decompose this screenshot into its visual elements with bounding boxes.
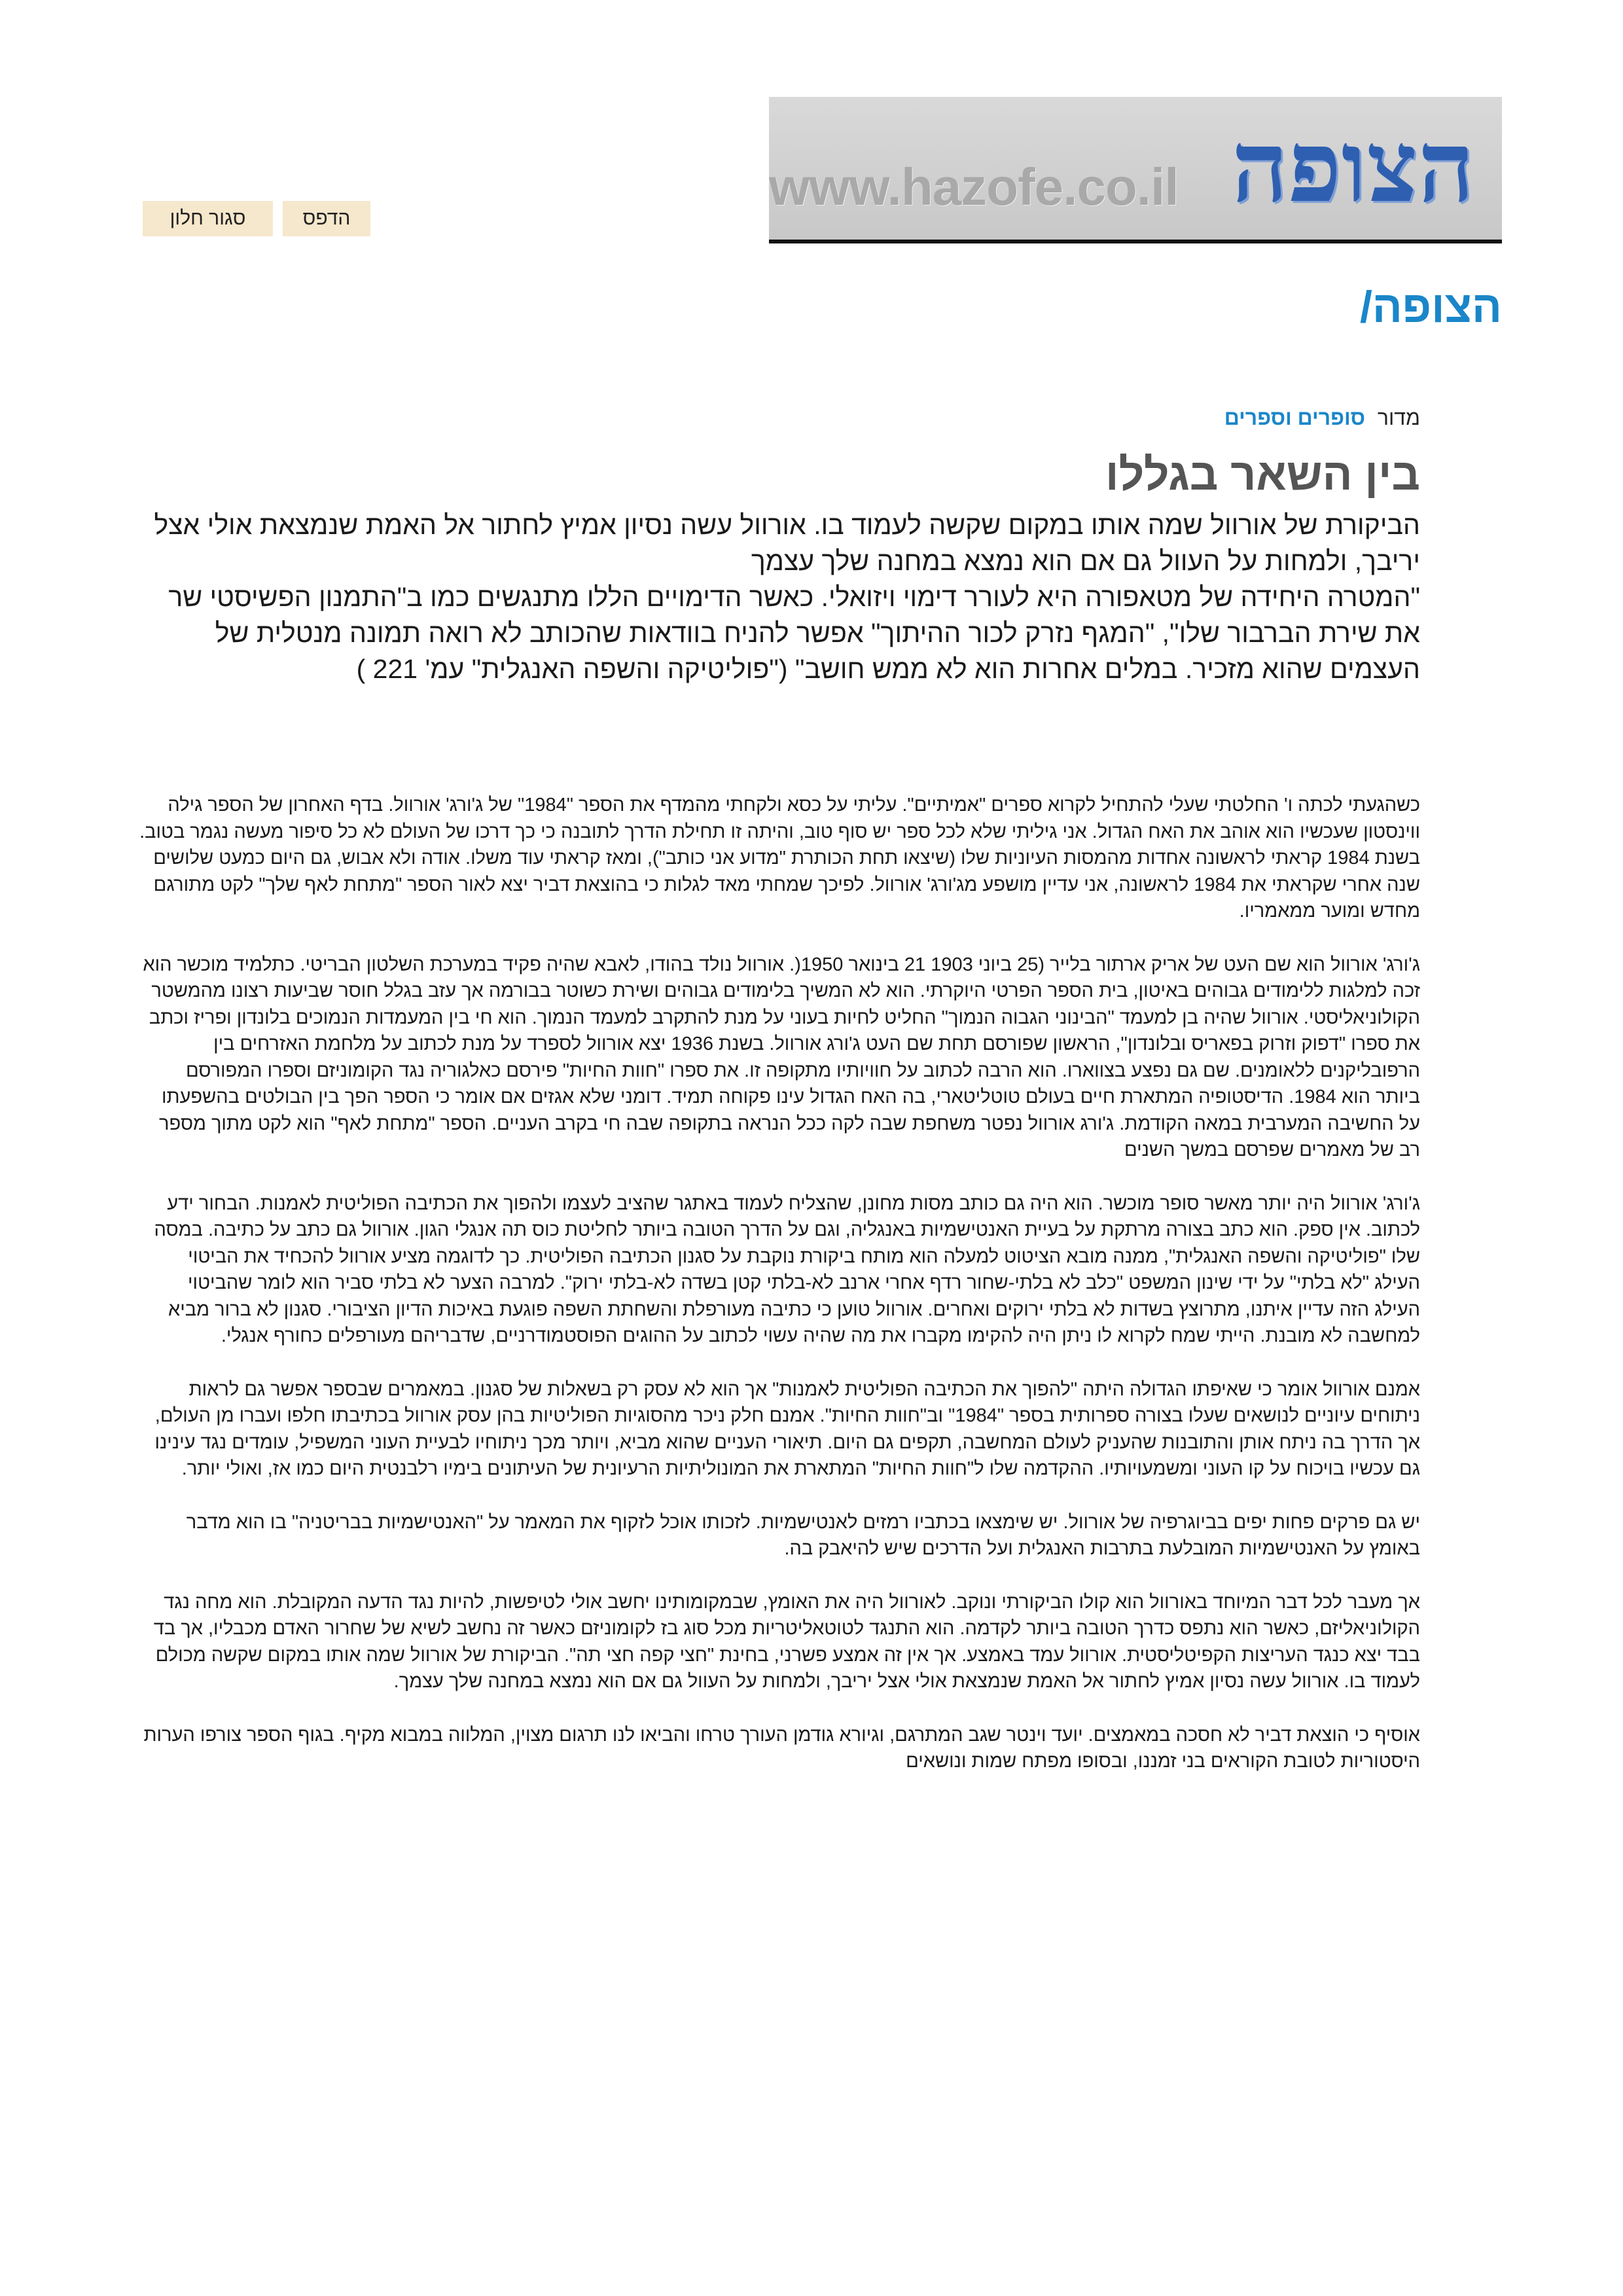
body-paragraph: אוסיף כי הוצאת דביר לא חסכה במאמצים. יועד וינטר שגב המתרגם, וגיורא גודמן העורך טרחו והביאו לנו תרגום מצוין, המלווה במבוא מקיף. בגוף הספר צורפו הערות היסטוריות לטובת הקוראים בני זמננו, ובסופו מפתח שמות ונושאים: [143, 1724, 1420, 1772]
body-paragraph: אמנם אורוול אומר כי שאיפתו הגדולה היתה "להפוך את הכתיבה הפוליטית לאמנות" אך הוא לא עסק רק בשאלות של סגנון. במאמרים שבספר אפשר גם לראות ניתוחים עיוניים לנושאים שעלו בצורה ספרותית בספר "1984" וב"חוות החיות". אמנם חלק ניכר מהסוגיות הפוליטיות בהן עסק אורוול בכתיבתו חלפו ועברו מן העולם, אך הדרך בה ניתח אותן והתובנות שהעניק לעולם המחשבה, תקפים גם היום. תיאורי העניים שהוא מביא, ויותר מכך ניתוחיו לבעיית העוני המשפיל, עומדים נגד עינינו גם עכשיו בויכוח על קו העוני ומשמעויותיו. ההקדמה שלו ל"חוות החיות" המתארת את המונוליתיות הרעיונית של העיתונים בימיו רלבנטית היום כמו אז, ואולי יותר.: [154, 1378, 1420, 1479]
close-window-button[interactable]: סגור חלון: [143, 201, 273, 236]
lead-paragraph: הביקורת של אורוול שמה אותו במקום שקשה לעמוד בו. אורוול עשה נסיון אמיץ לחתור אל האמת שנמצאת אולי אצל יריבך, ולמחות על העוול גם אם הוא נמצא במחנה שלך עצמך: [154, 510, 1420, 576]
section-prefix: מדור: [1377, 406, 1420, 429]
site-logo: הצופה: [1231, 109, 1474, 224]
site-title[interactable]: הצופה/: [1359, 282, 1502, 332]
section-link[interactable]: סופרים וספרים: [1224, 406, 1365, 429]
article-body: [137, 792, 1420, 1802]
article-title: בין השאר בגללו: [1105, 450, 1420, 499]
body-paragraph: ג'ורג' אורוול היה יותר מאשר סופר מוכשר. הוא היה גם כותב מסות מחונן, שהצליח לעמוד באתגר שהציב לעצמו ולהפוך את הכתיבה הפוליטית לאמנות. הבחור ידע לכתוב. אין ספק. הוא כתב בצורה מרתקת על בעיית האנטישמיות באנגליה, וגם על הדרך הטובה ביותר לחליטת כוס תה אנגלי הגון. אורוול גם כתב על כתיבה. במסה שלו "פוליטיקה והשפה האנגלית", ממנה מובא הציטוט למעלה הוא מותח ביקורת נוקבת על סגנון הכתיבה הפוליטית. כך לדוגמה מציע אורוול להכחיד את הביטוי העילג "לא בלתי" על ידי שינון המשפט "כלב לא בלתי-שחור רדף אחרי ארנב לא-בלתי קטן בשדה לא-בלתי ירוק". למרבה הצער לא בלתי סביר הוא לומר שהביטוי העילג הזה עדיין איתנו, מתרוצץ בשדות לא בלתי ירוקים ואחרים. אורוול טוען כי כתיבה מעורפלת והשחתת השפה פוגעת באיכות הדיון הציבורי. סגנון לא ברור מביא למחשבה לא מובנת. הייתי שמח לקרוא לו ניתן היה להקימו מקברו את מה שהיה עשוי לכתוב על ההוגים הפוסטמודרניים, שדבריהם מעורפלים כחורף אנגלי.: [154, 1193, 1420, 1346]
lead-quote: "המטרה היחידה של מטאפורה היא לעורר דימוי ויזואלי. כאשר הדימויים הללו מתנגשים כמו ב"התמנון הפשיסטי שר את שירת הברבור שלו", "המגף נזרק לכור ההיתוך" אפשר להניח בוודאות שהכותב לא רואה תמונה מנטלית של העצמים שהוא מזכיר. במלים אחרות הוא לא ממש חושב" ("פוליטיקה והשפה האנגלית" עמ' 221 ): [168, 582, 1420, 684]
print-button[interactable]: הדפס: [283, 201, 370, 236]
body-paragraph: ג'ורג' אורוול הוא שם העט של אריק ארתור בלייר (25 ביוני 1903 21 בינואר 1950(. אורוול נולד בהודו, לאבא שהיה פקיד במערכת השלטון הבריטי. כתלמיד מוכשר הוא זכה למלגות ללימודים גבוהים באיטון, בית הספר הפרטי היוקרתי. הוא לא המשיך בלימודים גבוהים ושירת כשוטר בבורמה אך עזב בגלל חוסר שביעות רצונו מהמשטר הקולוניאליסטי. אורוול שהיה בן למעמד "הבינוני הגבוה הנמוך" החליט לחיות בעוני על מנת להתקרב למעמד הנמוך. הוא חי בין המעמדות הנמוכים בלונדון ופריז וכתב את ספרו "דפוק וזרוק בפאריס ובלונדון", הראשון שפורסם תחת שם העט ג'ורג אורוול. בשנת 1936 יצא אורוול לספרד על מנת לכתוב על מלחמת האזרחים בין הרפובליקנים ללאומנים. שם גם נפצע בצווארו. הוא הרבה לכתוב על חוויותיו מתקופה זו. את ספרו "חוות החיות" פירסם כאלגוריה נגד הקומוניזם וספרו המפורסם ביותר הוא 1984. הדיסטופיה המתארת חיים בעולם טוטליטארי, בה האח הגדול עינו פקוחה תמיד. דומני שלא אגזים אם אומר כי הספר הפך בין הבולטים בהשפעתו על החשיבה המערבית במאה הקודמת. ג'ורג אורוול נפטר משחפת שבה לקה ככל הנראה בתקופה שבה חי בקרב העניים. הספר "מתחת לאף" הוא לקט מתוך מספר רב של מאמרים שפרסם במשך השנים: [143, 954, 1420, 1160]
body-paragraph: כשהגעתי לכתה ו' החלטתי שעלי להתחיל לקרוא ספרים "אמיתיים". עליתי על כסא ולקחתי מהמדף את הספר "1984" של ג'ורג' אורוול. בדף האחרון של הספר גילה ווינסטון שעכשיו הוא אוהב את האח הגדול. אני גיליתי שלא לכל ספר יש סוף טוב, והיתה זו תחילת הדרך לתובנה כי כך דרכו של העולם לא כל סיפור מעשה נגמר בטוב. בשנת 1984 קראתי לראשונה אחדות מהמסות העיוניות שלו (שיצאו תחת הכותרת "מדוע אני כותב"), ומאז קראתי עוד משלו. אודה ולא אבוש, גם היום כמעט שלושים שנה אחרי שקראתי את 1984 לראשונה, אני עדיין מושפע מג'ורג' אורוול. לפיכך שמחתי מאד לגלות כי בהוצאת דביר יצא לאור הספר "מתחת לאף שלך" לקט מתורגם מחדש ומוער ממאמריו.: [139, 795, 1420, 922]
article-lead: [137, 507, 1420, 687]
site-url: www.hazofe.co.il: [769, 158, 1179, 216]
body-paragraph: אך מעבר לכל דבר המיוחד באורוול הוא קולו הביקורתי ונוקב. לאורוול היה את האומץ, שבמקומותינו יחשב אולי לטיפשות, להיות נגד הדעה המקובלת. הוא מחה נגד הקולוניאליזם, כאשר הוא נתפס כדרך הטובה ביותר לקדמה. הוא התנגד לטוטאליטריות מכל סוג בז לקומוניזם כאשר זה נחשב לשיא של שחרור האדם מכבליו, אך בד בבד יצא כנגד העריצות הקפיטליסטית. אורוול עמד באמצע. אך אין זה אמצע פשרני, בחינת "חצי קפה חצי תה". הביקורת של אורוול שמה אותו במקום שקשה מכולם לעמוד בו. אורוול עשה נסיון אמיץ לחתור אל האמת שנמצאת אולי אצל יריבך, ולמחות על העוול גם אם הוא נמצא במחנה שלך עצמך.: [153, 1591, 1420, 1692]
section-line: [1224, 406, 1420, 430]
body-paragraph: יש גם פרקים פחות יפים בביוגרפיה של אורוול. יש שימצאו בכתביו רמזים לאנטישמיות. לזכותו אוכל לזקוף את המאמר על "האנטישמיות בבריטניה" בו הוא מדבר באומץ על האנטישמיות המובלעת בתרבות האנגלית ועל הדרכים שיש להיאבק בה.: [186, 1511, 1420, 1559]
site-banner: [769, 97, 1502, 243]
